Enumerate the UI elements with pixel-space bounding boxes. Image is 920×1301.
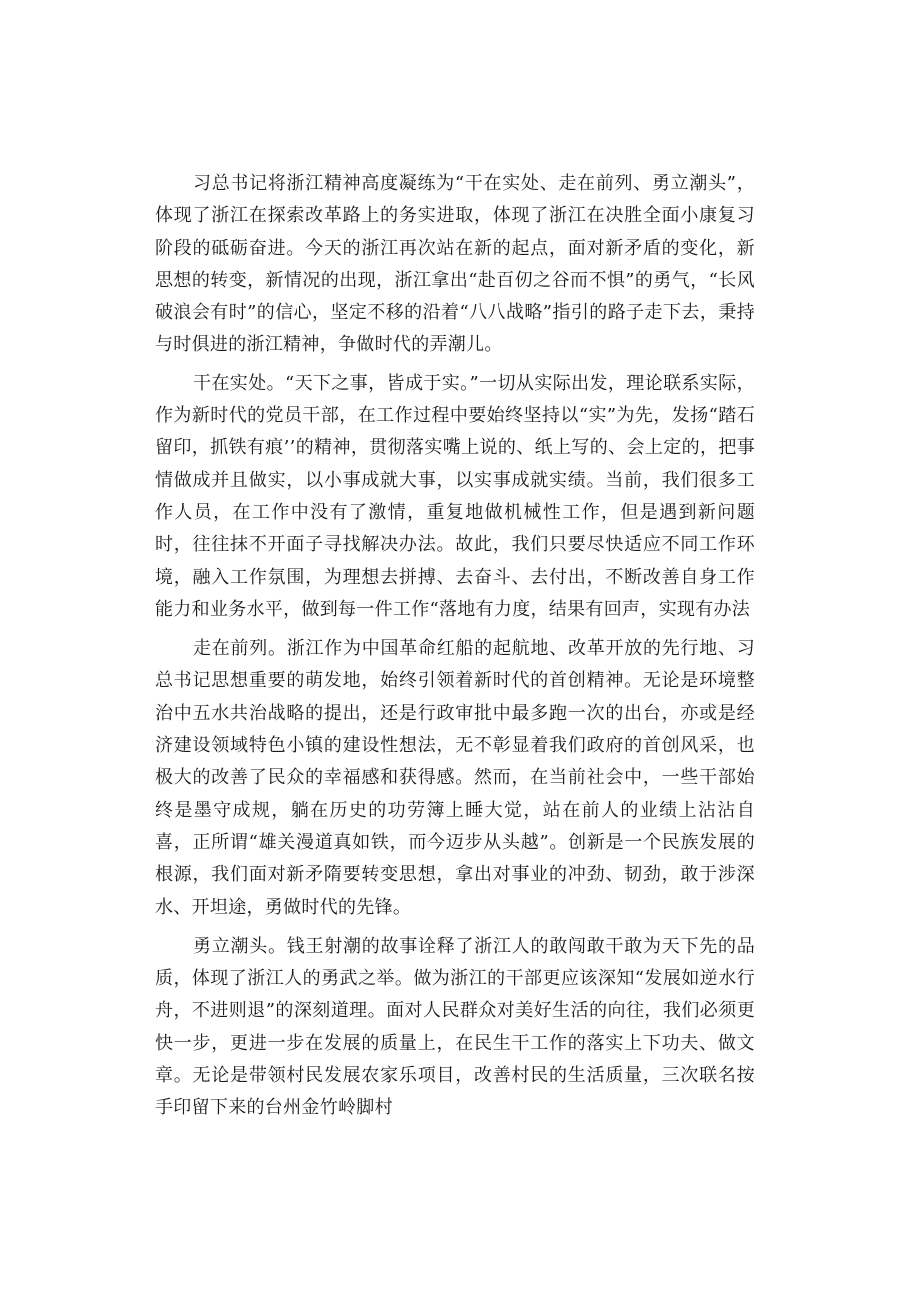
paragraph-yong-li-chao-tou: 勇立潮头。钱王射潮的故事诠释了浙江人的敢闯敢干敢为天下先的品质，体现了浙江人的勇武之举。做为浙江的干部更应该深知“发展如逆水行舟，不进则退”的深刻道理。面对人民群众对美好生活的向往，我们必须更快一步，更进一步在发展的质量上，在民生干工作的落实上下功夫、做文章。无论是带领村民发展农家乐项目，改善村民的生活质量，三次联名按手印留下来的台州金竹岭脚村 [155,935,755,1119]
paragraph-gan-zai-shi-chu: 干在实处。“天下之事，皆成于实。”一切从实际出发，理论联系实际，作为新时代的党员干部，在工作过程中要始终坚持以“实”为先，发扬“踏石留印，抓铁有痕’’的精神，贯彻落实嘴上说的、纸上写的、会上定的，把事情做成并且做实，以小事成就大事，以实事成就实绩。当前，我们很多工作人员，在工作中没有了激情，重复地做机械性工作，但是遇到新问题时，往往抹不开面子寻找解决办法。故此，我们只要尽快适应不同工作环境，融入工作氛围，为理想去拼搏、去奋斗、去付出，不断改善自身工作能力和业务水平，做到每一件工作“落地有力度，结果有回声，实现有办法 [155,372,755,620]
document-body [155,168,755,1130]
paragraph-intro: 习总书记将浙江精神高度凝练为“干在实处、走在前列、勇立潮头”，体现了浙江在探索改革路上的务实进取，体现了浙江在决胜全面小康复习阶段的砥砺奋进。今天的浙江再次站在新的起点，面对新矛盾的变化，新思想的转变，新情况的出现，浙江拿出“赴百仞之谷而不惧”的勇气，“长风破浪会有时”的信心，坚定不移的沿着“八八战略”指引的路子走下去，秉持与时俱进的浙江精神，争做时代的弄潮儿。 [155,173,755,356]
paragraph-zou-zai-qian-lie: 走在前列。浙江作为中国革命红船的起航地、改革开放的先行地、习总书记思想重要的萌发地，始终引领着新时代的首创精神。无论是环境整治中五水共治战略的提出，还是行政审批中最多跑一次的出台，亦或是经济建设领域特色小镇的建设性想法，无不彰显着我们政府的首创风采，也极大的改善了民众的幸福感和获得感。然而，在当前社会中，一些干部始终是墨守成规，躺在历史的功劳簿上睡大觉，站在前人的业绩上沾沾自喜，正所谓“雄关漫道真如铁，而今迈步从头越”。创新是一个民族发展的根源，我们面对新矛隋要转变思想，拿出对事业的冲劲、韧劲，敢于涉深水、开坦途，勇做时代的先锋。 [155,638,755,918]
